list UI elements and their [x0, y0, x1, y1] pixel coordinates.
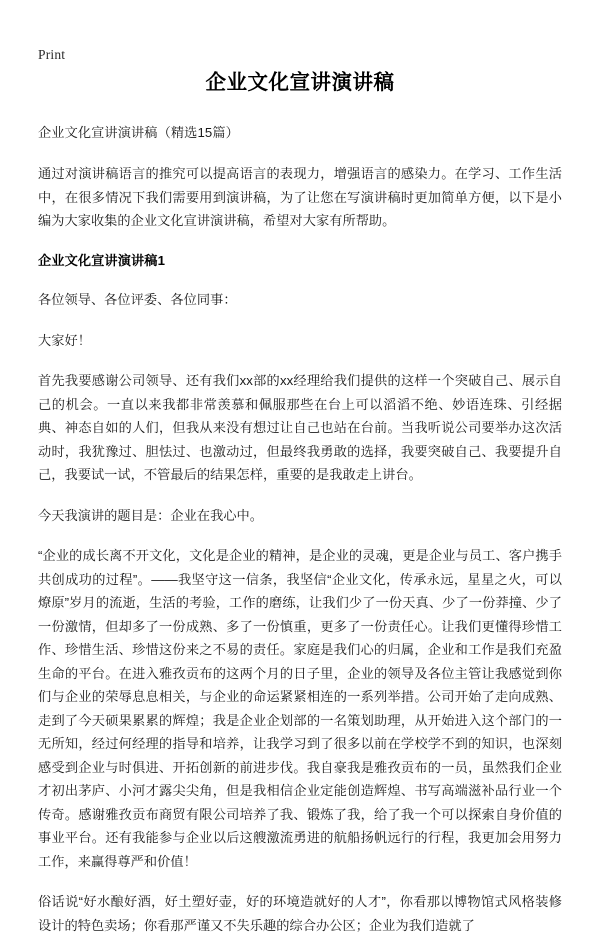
body-paragraph-3: “企业的成长离不开文化，文化是企业的精神，是企业的灵魂，更是企业与员工、客户携手共创成功的过程”。——我坚守这一信条，我坚信“企业文化，传承永远，星星之火，可以燎原”岁月的流逝，生活的考验，工作的磨练，让我们少了一份天真、少了一份莽撞、少了一份激情，但却多了一份成熟、多了一份慎重，更多了一份责任心。让我们更懂得珍惜工作、珍惜生活、珍惜这份来之不易的责任。家庭是我们心的归属，企业和工作是我们充盈生命的平台。在进入雅孜贡布的这两个月的日子里，企业的领导及各位主管让我感觉到你们与企业的荣辱息息相关，与企业的命运紧紧相连的一系列举措。公司开始了走向成熟、走到了今天硕果累累的辉煌；我是企业企划部的一名策划助理，从开始进入这个部门的一无所知，经过何经理的指导和培养，让我学习到了很多以前在学校学不到的知识，也深刻感受到企业与时俱进、开拓创新的前进步伐。我自豪我是雅孜贡布的一员，虽然我们企业才初出茅庐、小河才露尖尖角，但是我相信企业定能创造辉煌、书写高端滋补品行业一个传奇。感谢雅孜贡布商贸有限公司培养了我、锻炼了我，给了我一个可以探索自身价值的事业平台。还有我能参与企业以后这艘激流勇进的航船扬帆远行的行程，我更加会用努力工作，来赢得尊严和价值！ — [38, 548, 562, 869]
salutation-line: 各位领导、各位评委、各位同事： — [38, 292, 237, 308]
body-paragraph-4: 俗话说“好水酿好酒，好土塑好壶，好的环境造就好的人才”，你看那以博物馆式风格装修设计的特色卖场；你看那严谨又不失乐趣的综合办公区；企业为我们造就了 — [38, 894, 562, 933]
print-label[interactable]: Print — [38, 47, 66, 62]
body-paragraph-2: 今天我演讲的题目是：企业在我心中。 — [38, 507, 264, 523]
body-paragraph-1: 首先我要感谢公司领导、还有我们xx部的xx经理给我们提供的这样一个突破自己、展示自己的机会。一直以来我都非常羡慕和佩服那些在台上可以滔滔不绝、妙语连珠、引经据典、神态自如的人们，但我从来没有想过让自己也站在台前。当我听说公司要举办这次活动时，我犹豫过、胆怯过、也激动过，但最终我勇敢的选择，我要突破自己、我要提升自己，我要试一试，不管最后的结果怎样，重要的是我敢走上讲台。 — [38, 373, 562, 483]
document-subtitle: 企业文化宣讲演讲稿（精选15篇） — [38, 124, 239, 140]
greeting-line: 大家好！ — [38, 332, 91, 348]
page-title: 企业文化宣讲演讲稿 — [205, 71, 395, 94]
intro-paragraph: 通过对演讲稿语言的推究可以提高语言的表现力，增强语言的感染力。在学习、工作生活中，在很多情况下我们需要用到演讲稿，为了让您在写演讲稿时更加简单方便，以下是小编为大家收集的企业文化宣讲演讲稿，希望对大家有所帮助。 — [38, 166, 562, 229]
document-content — [38, 70, 562, 937]
section-heading: 企业文化宣讲演讲稿1 — [38, 252, 166, 268]
